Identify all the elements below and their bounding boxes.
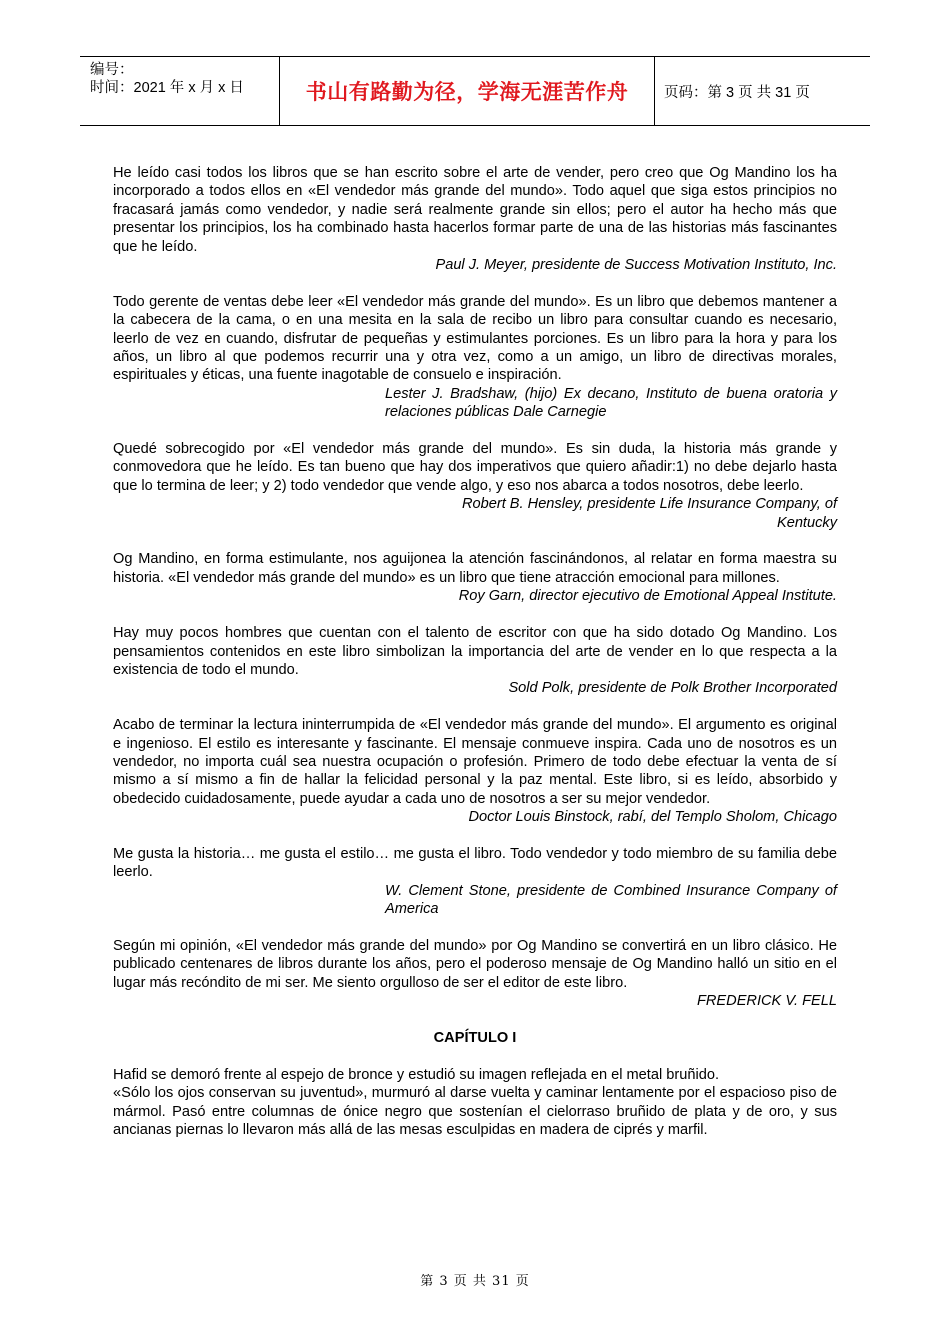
testimonial-text: Quedé sobrecogido por «El vendedor más grande del mundo». Es sin duda, la historia más grande y conmovedora que he leído. Es tan bueno que hay dos imperativos que quiero añadir:1) no debe dejarlo hasta que lo termina de leer; y 2) todo vendedor que vende algo, y eso nos abarca a todos nosotros, debe leerlo. — [113, 441, 837, 494]
testimonial-author: Doctor Louis Binstock, rabí, del Templo Sholom, Chicago — [468, 809, 837, 826]
page-footer: 第 3 页 共 31 页 — [420, 1274, 530, 1289]
testimonial-text: He leído casi todos los libros que se han escrito sobre el arte de vender, pero creo que Og Mandino los ha incorporado a todos ellos en «El vendedor más grande del mundo». Todo aquel que siga estos principios no fracasará jamás como vendedor, y nadie será realmente grande sin ellos; pero el autor ha hecho más que presentar los principios, los ha combinado hasta hacerlos formar parte de una de las historias más fascinantes que he leído. — [113, 165, 837, 255]
testimonial-author-continued: Kentucky — [776, 514, 837, 531]
page-header — [80, 56, 870, 126]
testimonial-text: Todo gerente de ventas debe leer «El vendedor más grande del mundo». Es un libro que debemos mantener a la cabecera de la cama, o en una mesita en la sala de recibo un libro para consultar cuando es necesario, leerlo de vez en cuando, disfrutar de pequeñas y estimulantes porciones. Es un libro para la hora y para los años, un libro al que podemos recurrir una y otra vez, como a un amigo, un libro de directivas morales, espirituales y éticas, una fuente inagotable de consuelo e inspiración. — [113, 293, 837, 384]
testimonial-text: Hay muy pocos hombres que cuentan con el talento de escritor con que ha sido dotado Og Mandino. Los pensamientos contenidos en este libro simbolizan la importancia del arte de vender en lo que respecta a la existencia de todo el mundo. — [113, 625, 837, 678]
chapter-paragraph: Hafid se demoró frente al espejo de bronce y estudió su imagen reflejada en el metal bruñido. — [113, 1066, 720, 1083]
testimonial-author: Roy Garn, director ejecutivo de Emotional Appeal Institute. — [458, 588, 837, 605]
testimonial-author: Sold Polk, presidente de Polk Brother Incorporated — [508, 680, 837, 697]
chapter-paragraph: «Sólo los ojos conservan su juventud», murmuró al darse vuelta y caminar lentamente por el espacioso piso de mármol. Pasó entre columnas de ónice negro que sostenían el cielorraso bruñido de plata y de oro, y sus ancianas piernas lo llevaron más allá de las mesas esculpidas en madera de ciprés y marfil. — [113, 1085, 837, 1138]
testimonial-text: Acabo de terminar la lectura ininterrumpida de «El vendedor más grande del mundo». El argumento es original e ingenioso. El estilo es interesante y fascinante. El mensaje conmueve inspira. Cada uno de nosotros es un vendedor, no importa cuál sea nuestra ocupación o profesión. Primero de todo debe efectuar la venta de sí mismo a sí mismo a fin de hallar la felicidad personal y la paz mental. Este libro, si es leído, absorbido y obedecido cuidadosamente, puede ayudar a cada uno de nosotros a ser su mejor vendedor. — [113, 717, 837, 807]
header-page-number: 页码：第 3 页 共 31 页 — [664, 84, 810, 101]
document-date: 时间：2021 年 x 月 x 日 — [90, 80, 244, 96]
testimonial-text: Me gusta la historia… me gusta el estilo… me gusta el libro. Todo vendedor y todo miembro de su familia debe leerlo. — [113, 845, 837, 881]
testimonial-author: FREDERICK V. FELL — [696, 993, 837, 1010]
header-meta — [80, 57, 280, 125]
document-number-label: 编号： — [90, 62, 134, 78]
testimonial-text: Según mi opinión, «El vendedor más grande del mundo» por Og Mandino se convertirá en un libro clásico. He publicado centenares de libros durante los años, pero el poderoso mensaje de Og Mandino halló un sitio en el lugar más recóndito de mi ser. Me siento orgulloso de ser el editor de este libro. — [113, 937, 837, 991]
testimonial-author: Robert B. Hensley, presidente Life Insurance Company, of — [461, 496, 837, 513]
testimonial-text: Og Mandino, en forma estimulante, nos aguijonea la atención fascinándonos, al relatar en forma maestra su historia. «El vendedor más grande del mundo» es un libro que tiene atracción emocional para millones. — [113, 551, 837, 586]
chapter-heading: CAPÍTULO I — [433, 1029, 517, 1046]
testimonial-author: Paul J. Meyer, presidente de Success Motivation Instituto, Inc. — [435, 257, 837, 274]
header-motto: 书山有路勤为径，学海无涯苦作舟 — [280, 57, 655, 125]
document-body — [113, 164, 837, 1139]
testimonial-author: Lester J. Bradshaw, (hijo) Ex decano, Instituto de buena oratoria y relaciones públicas Dale Carnegie — [385, 385, 837, 421]
testimonial-author: W. Clement Stone, presidente de Combined Insurance Company of America — [385, 882, 837, 918]
